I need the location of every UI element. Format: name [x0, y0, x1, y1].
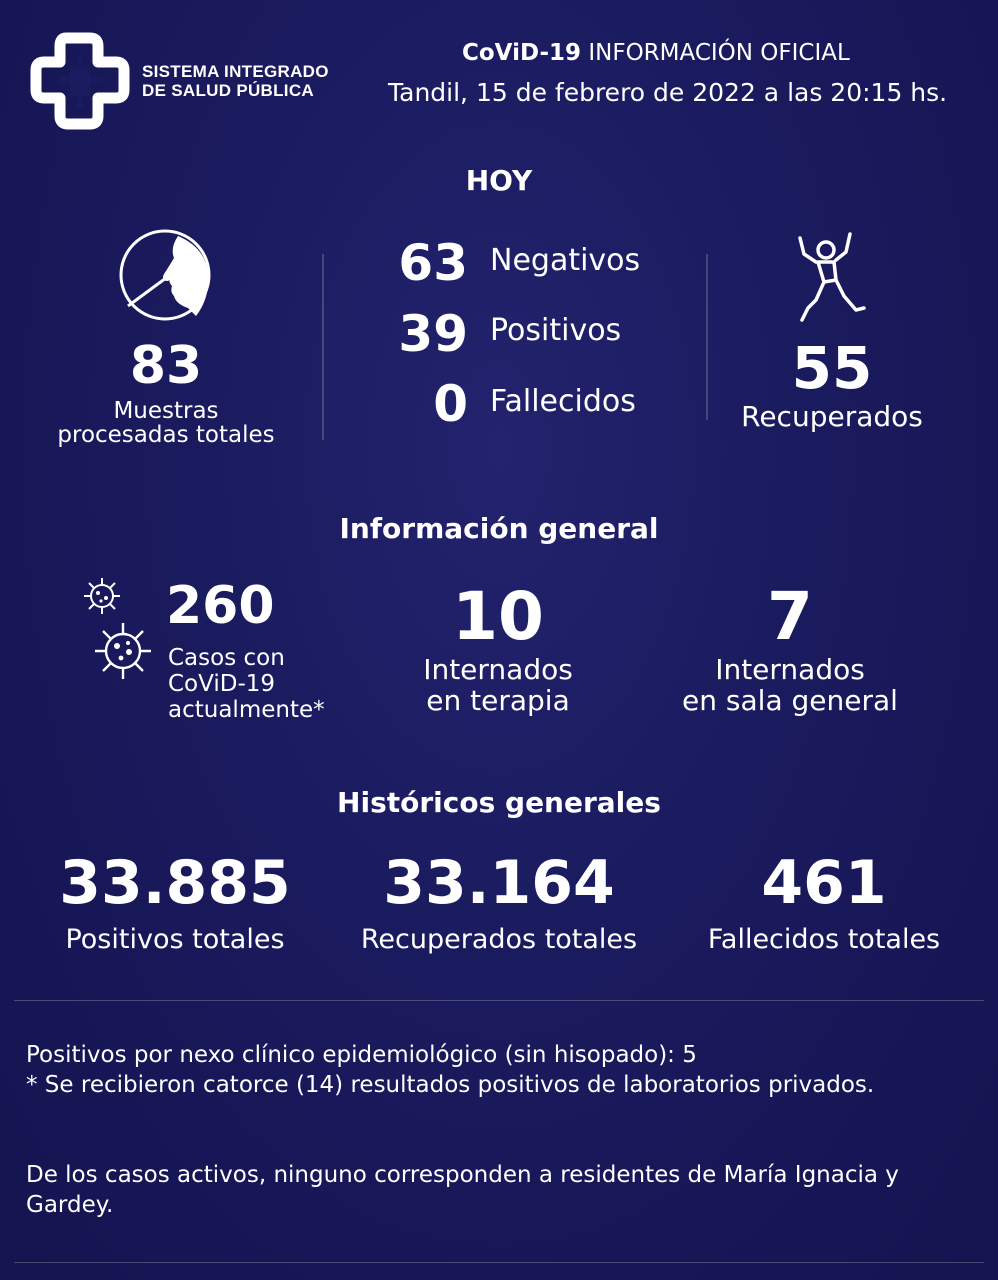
hoy-row-positivos — [378, 305, 678, 365]
historicos-positivos-value: 33.885 — [59, 848, 291, 918]
fallecidos-value: 0 — [433, 375, 468, 433]
fallecidos-label: Fallecidos — [490, 384, 636, 419]
footer-note-1: Positivos por nexo clínico epidemiológico (sin hisopado): 5 — [26, 1042, 697, 1068]
positivos-value: 39 — [398, 305, 468, 363]
virus-icon — [92, 620, 154, 682]
historicos-fallecidos-label: Fallecidos totales — [707, 924, 941, 955]
header-title-bold: CoViD-19 — [462, 40, 582, 66]
divider-right — [706, 254, 708, 420]
hoy-row-negativos — [378, 234, 678, 294]
casos-label-line-3: actualmente* — [168, 697, 325, 723]
health-cross-logo-icon — [28, 30, 132, 132]
logo-line-2: DE SALUD PÚBLICA — [142, 81, 314, 100]
section-title-historicos: Históricos generales — [337, 786, 661, 819]
jumping-person-icon — [794, 230, 870, 324]
logo-text — [142, 62, 329, 100]
muestras-label — [36, 399, 296, 447]
casos-label-line-1: Casos con — [168, 645, 285, 671]
header-title-rest: INFORMACIÓN OFICIAL — [581, 40, 850, 66]
footer-note-3: De los casos activos, ninguno corresponden a residentes de María Ignacia y Gardey. — [26, 1162, 899, 1218]
negativos-value: 63 — [398, 234, 468, 292]
header-title — [388, 40, 968, 66]
terapia-label-line-2: en terapia — [426, 684, 570, 717]
logo — [28, 30, 132, 132]
muestras-label-line-1: Muestras — [113, 398, 219, 424]
virus-icon — [82, 576, 122, 616]
casos-label — [168, 645, 325, 723]
sala-label-line-1: Internados — [715, 653, 865, 686]
footer-note-2: * Se recibieron catorce (14) resultados positivos de laboratorios privados. — [26, 1072, 875, 1098]
section-title-general: Información general — [339, 512, 659, 545]
positivos-label: Positivos — [490, 313, 622, 348]
section-title-hoy: HOY — [465, 164, 533, 197]
swab-icon — [118, 228, 212, 322]
casos-label-line-2: CoViD-19 — [168, 671, 276, 697]
muestras-label-line-2: procesadas totales — [57, 422, 275, 448]
historicos-fallecidos-value: 461 — [761, 848, 887, 918]
muestras-value: 83 — [129, 336, 203, 396]
bottom-divider — [14, 1262, 984, 1263]
historicos-recuperados-value: 33.164 — [383, 848, 615, 918]
footer-divider — [14, 1000, 984, 1001]
sala-value: 7 — [767, 578, 813, 655]
recuperados-value: 55 — [791, 334, 873, 402]
historicos-recuperados-label: Recuperados totales — [360, 924, 638, 955]
casos-value: 260 — [166, 576, 275, 636]
sala-label — [650, 654, 930, 716]
logo-line-1: SISTEMA INTEGRADO — [142, 62, 329, 81]
terapia-label-line-1: Internados — [423, 653, 573, 686]
sala-label-line-2: en sala general — [682, 684, 898, 717]
terapia-value: 10 — [452, 578, 544, 655]
historicos-positivos-label: Positivos totales — [65, 924, 285, 955]
divider-left — [322, 254, 324, 440]
terapia-label — [378, 654, 618, 716]
recuperados-label: Recuperados — [741, 400, 923, 433]
hoy-row-fallecidos — [378, 375, 678, 435]
negativos-label: Negativos — [490, 243, 641, 278]
header-dateline: Tandil, 15 de febrero de 2022 a las 20:15 hs. — [388, 78, 948, 107]
